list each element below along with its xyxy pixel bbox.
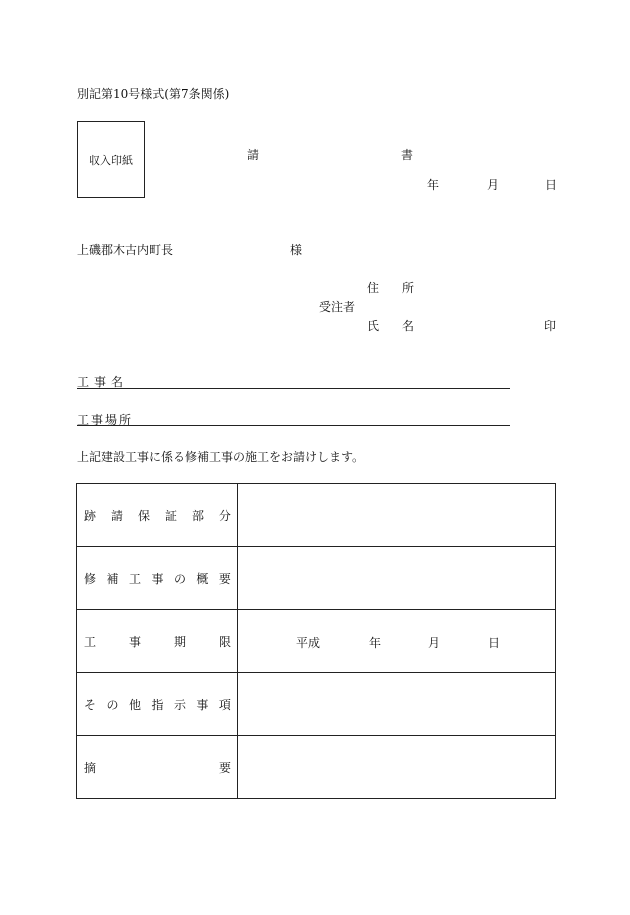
table-row	[77, 736, 556, 799]
row-label-remarks: 摘 要	[77, 736, 238, 799]
period-month: 月	[428, 636, 441, 650]
address-label-1: 住	[367, 281, 380, 295]
project-place-underline[interactable]	[77, 425, 510, 426]
row-label-deadline: 工 事 期 限	[77, 610, 238, 673]
date-month: 月	[487, 178, 500, 192]
statement-text: 上記建設工事に係る修補工事の施工をお請けします。	[77, 450, 365, 464]
period-era: 平成	[296, 636, 321, 650]
revenue-stamp-box	[77, 121, 145, 198]
title-char-2: 書	[401, 148, 414, 162]
period-year: 年	[369, 636, 382, 650]
period-day: 日	[488, 636, 501, 650]
contractor-role: 受注者	[319, 300, 356, 314]
addressee-name: 上磯郡木古内町長	[77, 243, 174, 257]
table-row	[77, 610, 556, 673]
row-label-other-instructions: そ の 他 指 示 事 項	[77, 673, 238, 736]
name-label-2: 名	[402, 319, 415, 333]
date-day: 日	[545, 178, 558, 192]
row-value-remarks[interactable]	[238, 736, 556, 799]
date-year: 年	[427, 178, 440, 192]
row-label-repair-overview: 修 補 工 事 の 概 要	[77, 547, 238, 610]
table-row	[77, 484, 556, 547]
revenue-stamp-label: 収入印紙	[89, 153, 133, 167]
title-char-1: 請	[247, 148, 260, 162]
row-value-guarantee[interactable]	[238, 484, 556, 547]
project-place-label: 工 事 場 所	[77, 413, 131, 427]
project-name-label: 工 事 名	[77, 375, 123, 389]
request-table	[76, 483, 556, 799]
form-reference: 別記第10号様式(第7条関係)	[77, 87, 230, 101]
row-value-other-instructions[interactable]	[238, 673, 556, 736]
row-value-repair-overview[interactable]	[238, 547, 556, 610]
project-name-underline[interactable]	[77, 388, 510, 389]
address-label-2: 所	[402, 281, 415, 295]
row-label-guarantee: 跡 請 保 証 部 分	[77, 484, 238, 547]
seal-mark: 印	[544, 319, 557, 333]
table-row	[77, 673, 556, 736]
name-label-1: 氏	[367, 319, 380, 333]
addressee-honorific: 様	[290, 243, 303, 257]
table-row	[77, 547, 556, 610]
row-value-deadline[interactable]	[238, 610, 556, 673]
